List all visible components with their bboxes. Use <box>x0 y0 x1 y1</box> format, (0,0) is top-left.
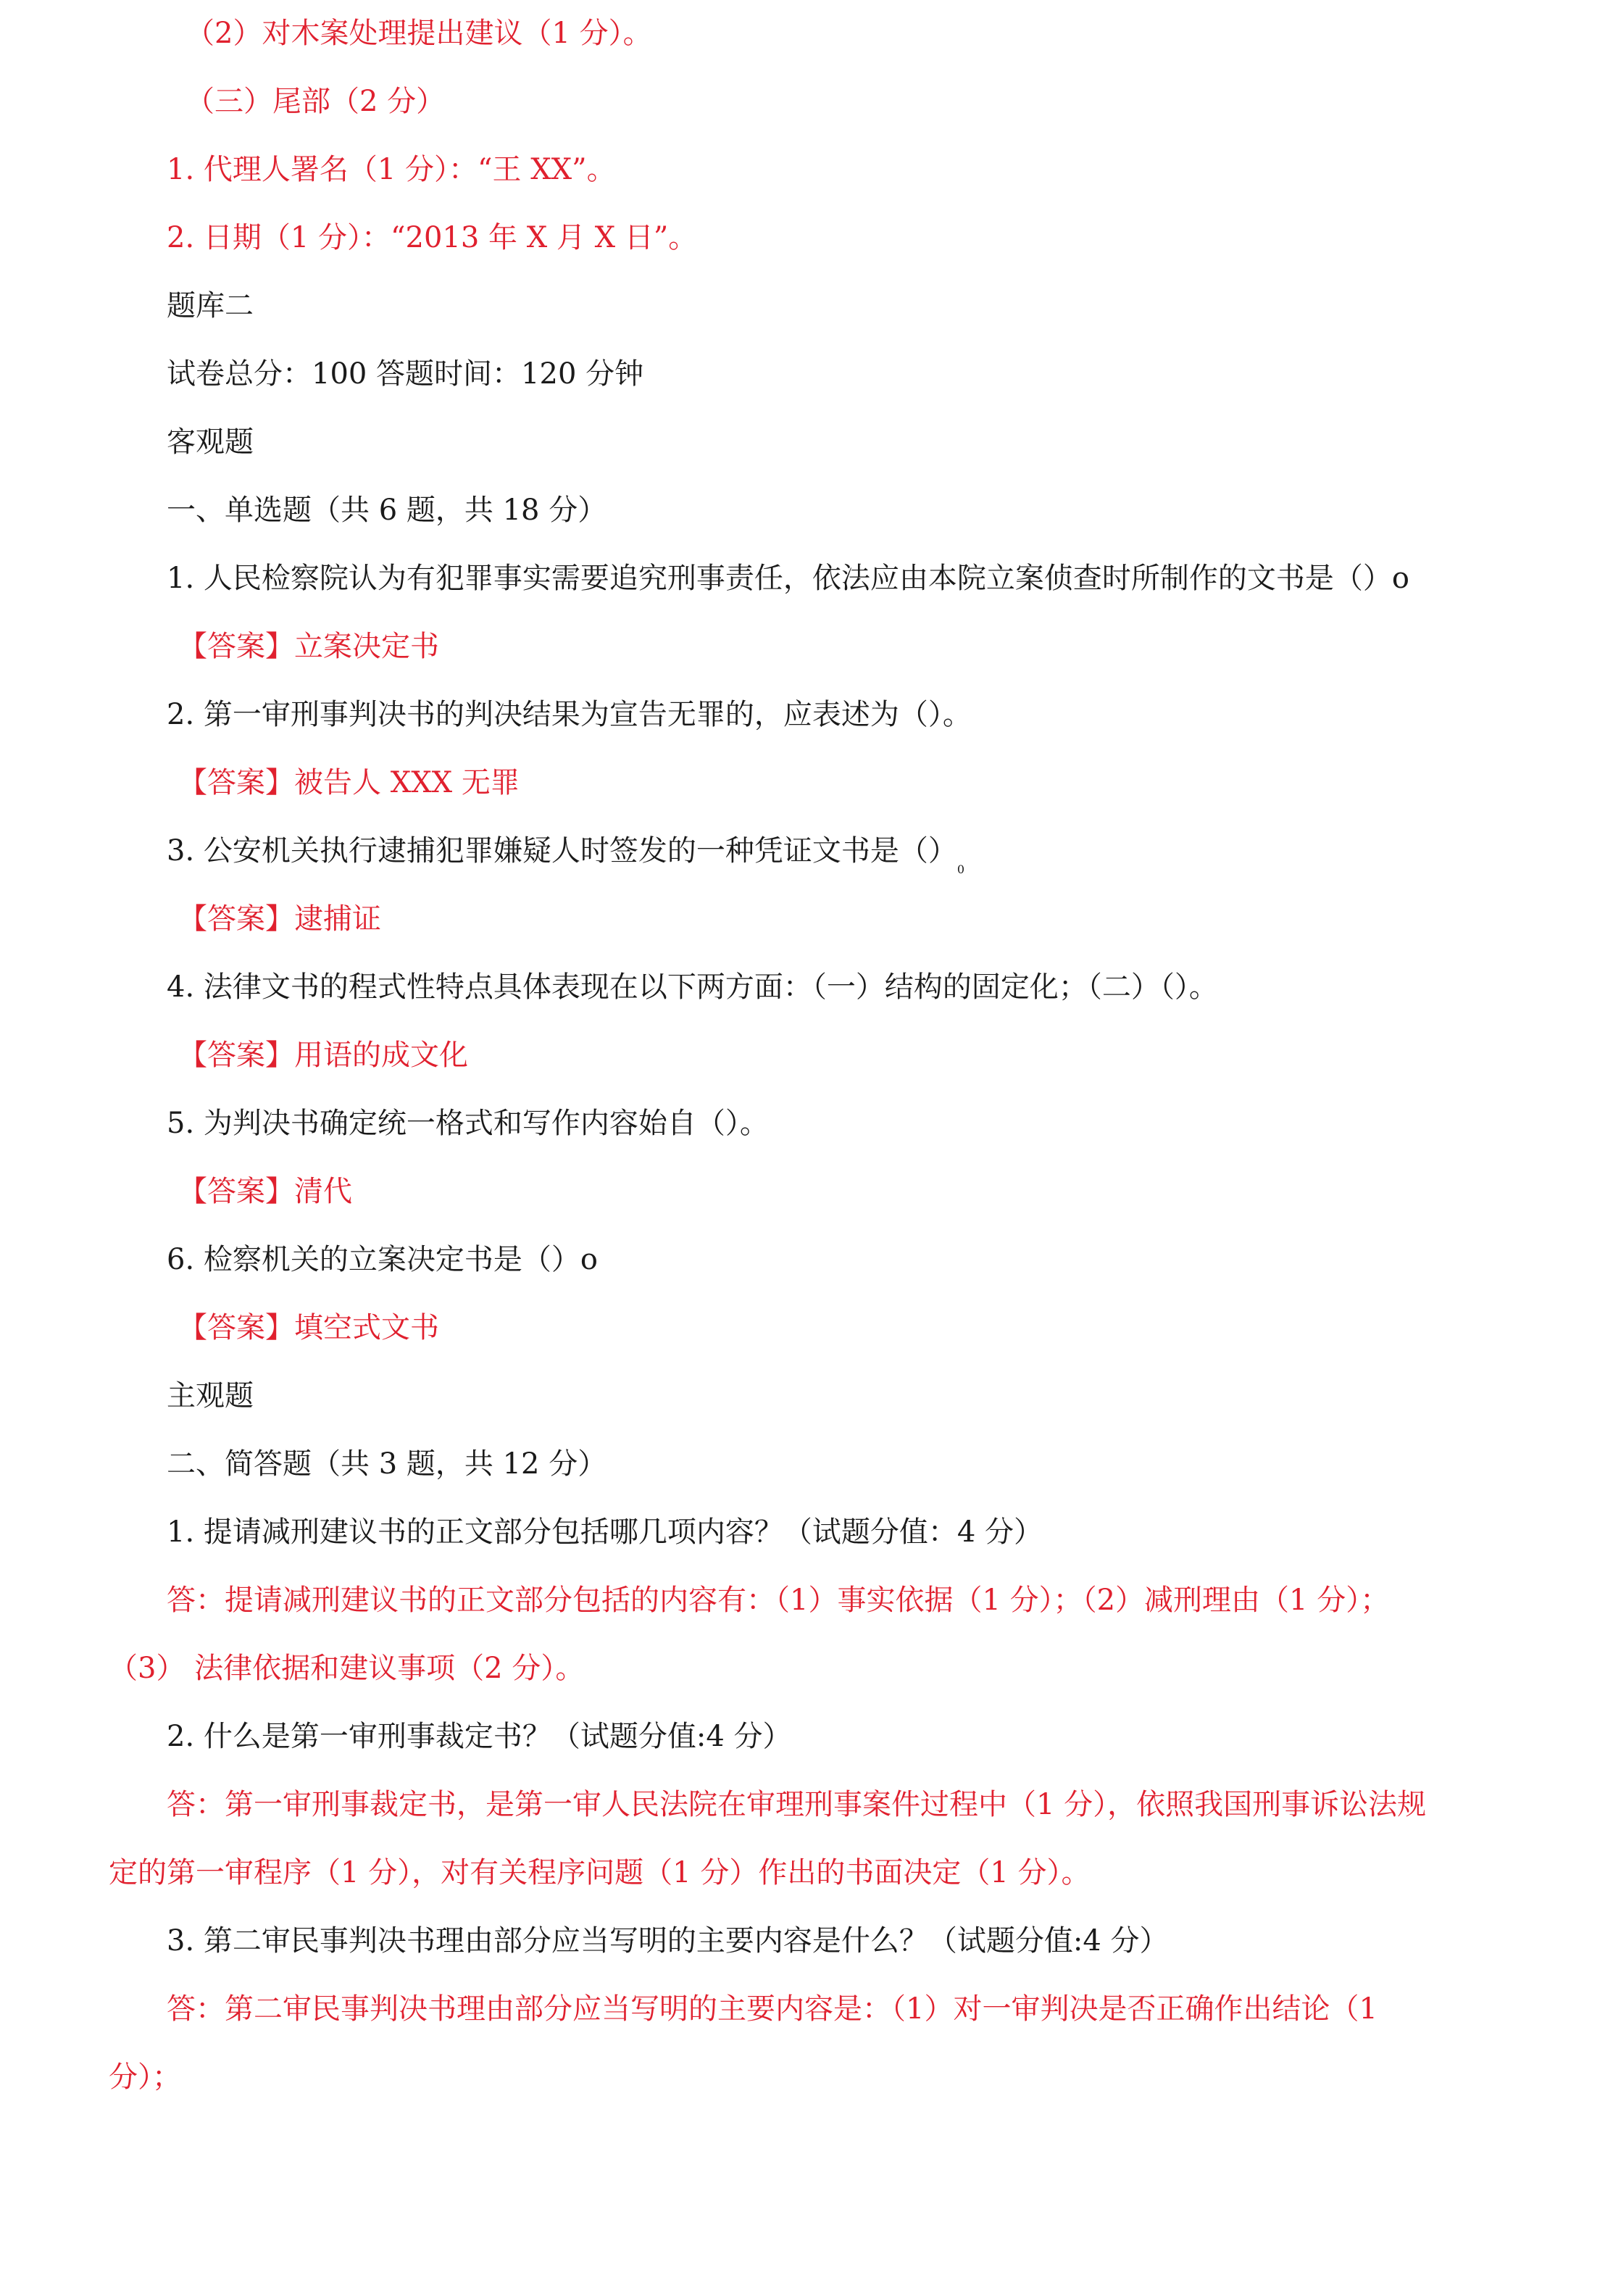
short-answer-heading: 二、简答题（共 3 题，共 12 分） <box>167 1447 607 1481</box>
answer-3: 【答案】逮捕证 <box>178 902 381 936</box>
question-5: 5. 为判决书确定统一格式和写作内容始自（）。 <box>167 1107 769 1140</box>
answer-1: 【答案】立案决定书 <box>178 630 439 663</box>
tail-item-2: 2. 日期（1 分）：“2013 年 X 月 X 日”。 <box>167 221 698 254</box>
question-3-mark: 0 <box>956 862 965 876</box>
short-answer-2-line-1: 答：第一审刑事裁定书，是第一审人民法院在审理刑事案件过程中（1 分），依照我国刑事诉讼法规 <box>167 1788 1427 1821</box>
short-answer-3-line-2: 分）； <box>109 2060 181 2094</box>
answer-2: 【答案】被告人 XXX 无罪 <box>178 766 520 799</box>
short-question-2: 2. 什么是第一审刑事裁定书？（试题分值:4 分） <box>167 1720 792 1753</box>
exam-meta: 试卷总分：100 答题时间：120 分钟 <box>167 357 644 391</box>
question-3-text: 3. 公安机关执行逮捕犯罪嫌疑人时签发的一种凭证文书是（） <box>167 834 957 868</box>
short-answer-1-line-2: （3） 法律依据和建议事项（2 分）。 <box>109 1652 585 1685</box>
short-answer-2-line-2: 定的第一审程序（1 分），对有关程序问题（1 分）作出的书面决定（1 分）。 <box>109 1856 1091 1889</box>
short-question-3: 3. 第二审民事判决书理由部分应当写明的主要内容是什么？（试题分值:4 分） <box>167 1924 1169 1958</box>
objective-label: 客观题 <box>167 425 254 459</box>
answer-6: 【答案】填空式文书 <box>178 1311 439 1344</box>
tail-item-1: 1. 代理人署名（1 分）：“王 XX”。 <box>167 153 616 186</box>
single-choice-heading: 一、单选题（共 6 题，共 18 分） <box>167 494 607 527</box>
short-answer-3-line-1: 答：第二审民事判决书理由部分应当写明的主要内容是：（1）对一审判决是否正确作出结论（1 <box>167 1992 1377 2026</box>
question-3 <box>167 832 965 876</box>
subjective-label: 主观题 <box>167 1379 254 1413</box>
question-2: 2. 第一审刑事判决书的判决结果为宣告无罪的，应表述为（）。 <box>167 698 972 731</box>
question-4: 4. 法律文书的程式性特点具体表现在以下两方面：（一）结构的固定化；（二）（）。 <box>167 970 1218 1004</box>
question-1: 1. 人民检察院认为有犯罪事实需要追究刑事责任，依法应由本院立案侦查时所制作的文书是（）o <box>167 562 1409 595</box>
answer-5: 【答案】清代 <box>178 1175 352 1208</box>
prev-item-2: （2）对木案处理提出建议（1 分）。 <box>186 17 652 50</box>
bank-title: 题库二 <box>167 289 254 323</box>
tail-heading: （三）尾部（2 分） <box>186 85 446 118</box>
short-answer-1-line-1: 答：提请减刑建议书的正文部分包括的内容有：（1）事实依据（1 分）；（2）减刑理由（1 分）； <box>167 1584 1390 1617</box>
short-question-1: 1. 提请减刑建议书的正文部分包括哪几项内容？（试题分值：4 分） <box>167 1515 1043 1549</box>
question-6: 6. 检察机关的立案决定书是（）o <box>167 1243 598 1276</box>
answer-4: 【答案】用语的成文化 <box>178 1039 468 1072</box>
